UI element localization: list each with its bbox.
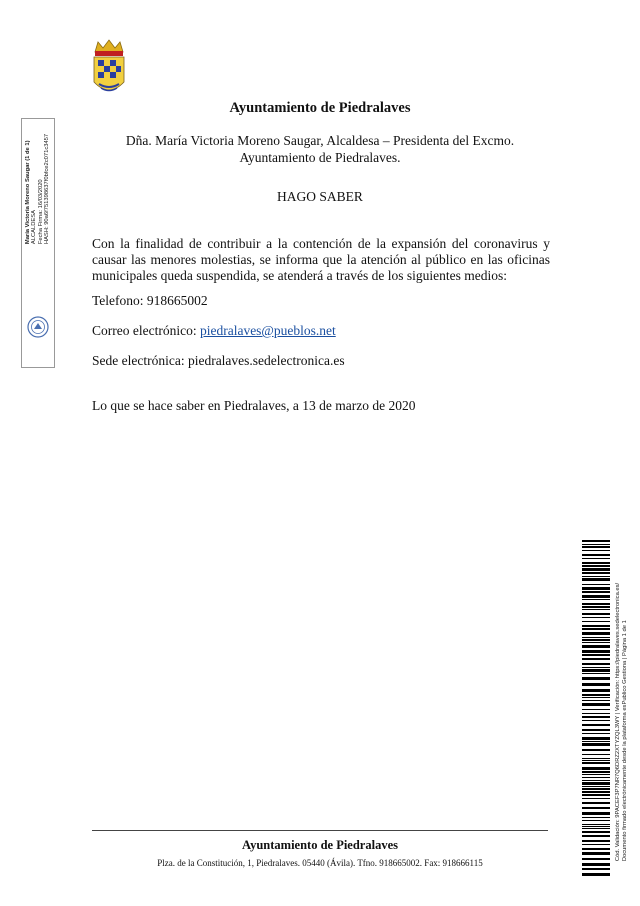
barcode-bar [582,625,610,627]
mayor-intro: Dña. María Victoria Moreno Saugar, Alcaldesa – Presidenta del Excmo. Ayuntamiento de Piedralaves. [125,133,515,165]
footer-divider [92,830,548,831]
signature-stamp-text [25,134,51,244]
email-label: Correo electrónico: [92,323,200,338]
barcode-bar [582,709,610,710]
hago-saber-heading: HAGO SABER [277,189,363,204]
barcode-bar [582,794,610,796]
barcode-bar [582,771,610,773]
notice-paragraph: Con la finalidad de contribuir a la contención de la expansión del coronavirus y causar las menores molestias, se informa que la atención al público en las oficinas municipales queda suspendida, se atenderá a través de los siguientes medios: [92,236,550,283]
barcode-bar [582,568,610,571]
barcode-bar [582,677,610,680]
barcode-bar [582,743,610,746]
barcode-bar [582,786,610,787]
barcode-bar [582,654,610,656]
barcode-bar [582,858,610,860]
closing-statement: Lo que se hace saber en Piedralaves, a 13 de marzo de 2020 [92,398,416,413]
barcode-bar [582,609,610,610]
seal-icon [26,315,50,339]
barcode-bar [582,844,610,845]
barcode-bar [582,584,610,585]
phone-line [92,293,208,309]
barcode-bar [582,550,610,551]
barcode-bar [582,774,610,775]
barcode-bar [582,840,610,842]
barcode-bar [582,777,610,778]
barcode-bar [582,802,610,804]
barcode-bar [582,540,610,542]
barcode-bar [582,658,610,660]
barcode-bar [582,760,610,761]
signature-role: ALCALDESA [31,209,38,245]
barcode-bar [582,737,610,740]
barcode-bar [582,683,610,686]
signature-signer: María Victoria Moreno Saugar (1 de 1) [25,140,32,245]
barcode-bar [582,817,610,818]
barcode-bar [582,863,610,866]
barcode-bar [582,720,610,721]
barcode-bar [582,788,610,790]
barcode-bar [582,673,610,674]
barcode-bar [582,554,610,556]
footer-address: Plza. de la Constitución, 1, Piedralaves. 05440 (Ávila). Tfno. 918665002. Fax: 918666115 [157,858,483,868]
barcode-bar [582,754,610,755]
barcode-bar [582,791,610,793]
barcode-bar [582,546,610,548]
barcode-bar [582,835,610,837]
barcode-bar [582,689,610,692]
barcode-bar [582,565,610,567]
barcode-bar [582,716,610,718]
barcode-bar [582,562,610,564]
email-link[interactable]: piedralaves@pueblos.net [199,323,336,338]
barcode-bar [582,621,610,622]
barcode-bar [582,703,610,706]
phone-value: 918665002 [146,293,208,308]
phone-label: Telefono: [92,293,147,308]
barcode-bar [582,826,610,827]
barcode-bar [582,650,610,653]
verification-platform: Documento firmado electrónicamente desde la plataforma esPublico Gestiona | Página 1 de 1 [622,620,628,862]
barcode-bar [582,591,610,593]
barcode-bar [582,831,610,833]
barcode-bar [582,603,610,605]
barcode-bar [582,572,610,574]
barcode-bar [582,824,610,825]
barcode-bar [582,613,610,615]
barcode-bar [582,599,610,600]
verification-barcode [582,540,610,876]
footer-organization: Ayuntamiento de Piedralaves [241,838,398,852]
e-office-label: Sede electrónica: [92,353,188,368]
page-title: Ayuntamiento de Piedralaves [229,100,411,116]
barcode-bar [582,587,610,590]
signature-hash: HASH: 90a6f751398637f0bfce2c071c3457 [44,133,51,245]
barcode-bar [582,663,610,665]
barcode-bar [582,667,610,668]
barcode-bar [582,642,610,643]
barcode-bar [582,852,610,855]
barcode-bar [582,544,610,545]
email-line [92,323,336,339]
barcode-bar [582,762,610,764]
barcode-bar [582,669,610,672]
e-office-value: piedralaves.sedelectronica.es [187,353,345,368]
barcode-bar [582,733,610,734]
verification-code: Cód. Validación: 9PACEF3P7NR7Q6DRZ2XTYZQL3WY | Verificación: https://piedralaves.sedelectronica.es/ [615,582,621,862]
barcode-bar [582,807,610,809]
barcode-bar [582,741,610,742]
barcode-bar [582,578,610,581]
barcode-bar [582,798,610,799]
barcode-bar [582,758,610,759]
barcode-bar [582,558,610,559]
barcode-bar [582,729,610,731]
barcode-bar [582,697,610,698]
barcode-bar [582,617,610,618]
barcode-bar [582,749,610,751]
digital-signature-stamp [21,118,55,368]
barcode-bar [582,780,610,781]
barcode-bar [582,576,610,577]
barcode-bar [582,606,610,608]
e-office-line [92,353,345,369]
barcode-bar [582,812,610,815]
barcode-bar [582,637,610,638]
barcode-bar [582,595,610,598]
barcode-bar [582,628,610,630]
barcode-bar [582,713,610,714]
barcode-bar [582,724,610,726]
barcode-bar [582,828,610,829]
barcode-bar [582,639,610,641]
barcode-bar [582,700,610,701]
barcode-bar [582,868,610,870]
verification-text [615,583,629,861]
barcode-bar [582,694,610,696]
barcode-bar [582,632,610,635]
barcode-bar [582,782,610,785]
barcode-bar [582,645,610,648]
barcode-bar [582,848,610,850]
barcode-bar [582,873,610,876]
coat-of-arms-logo [90,38,128,102]
signature-date: Fecha Firma: 16/03/2020 [38,179,44,245]
barcode-bar [582,767,610,770]
barcode-bar [582,820,610,821]
